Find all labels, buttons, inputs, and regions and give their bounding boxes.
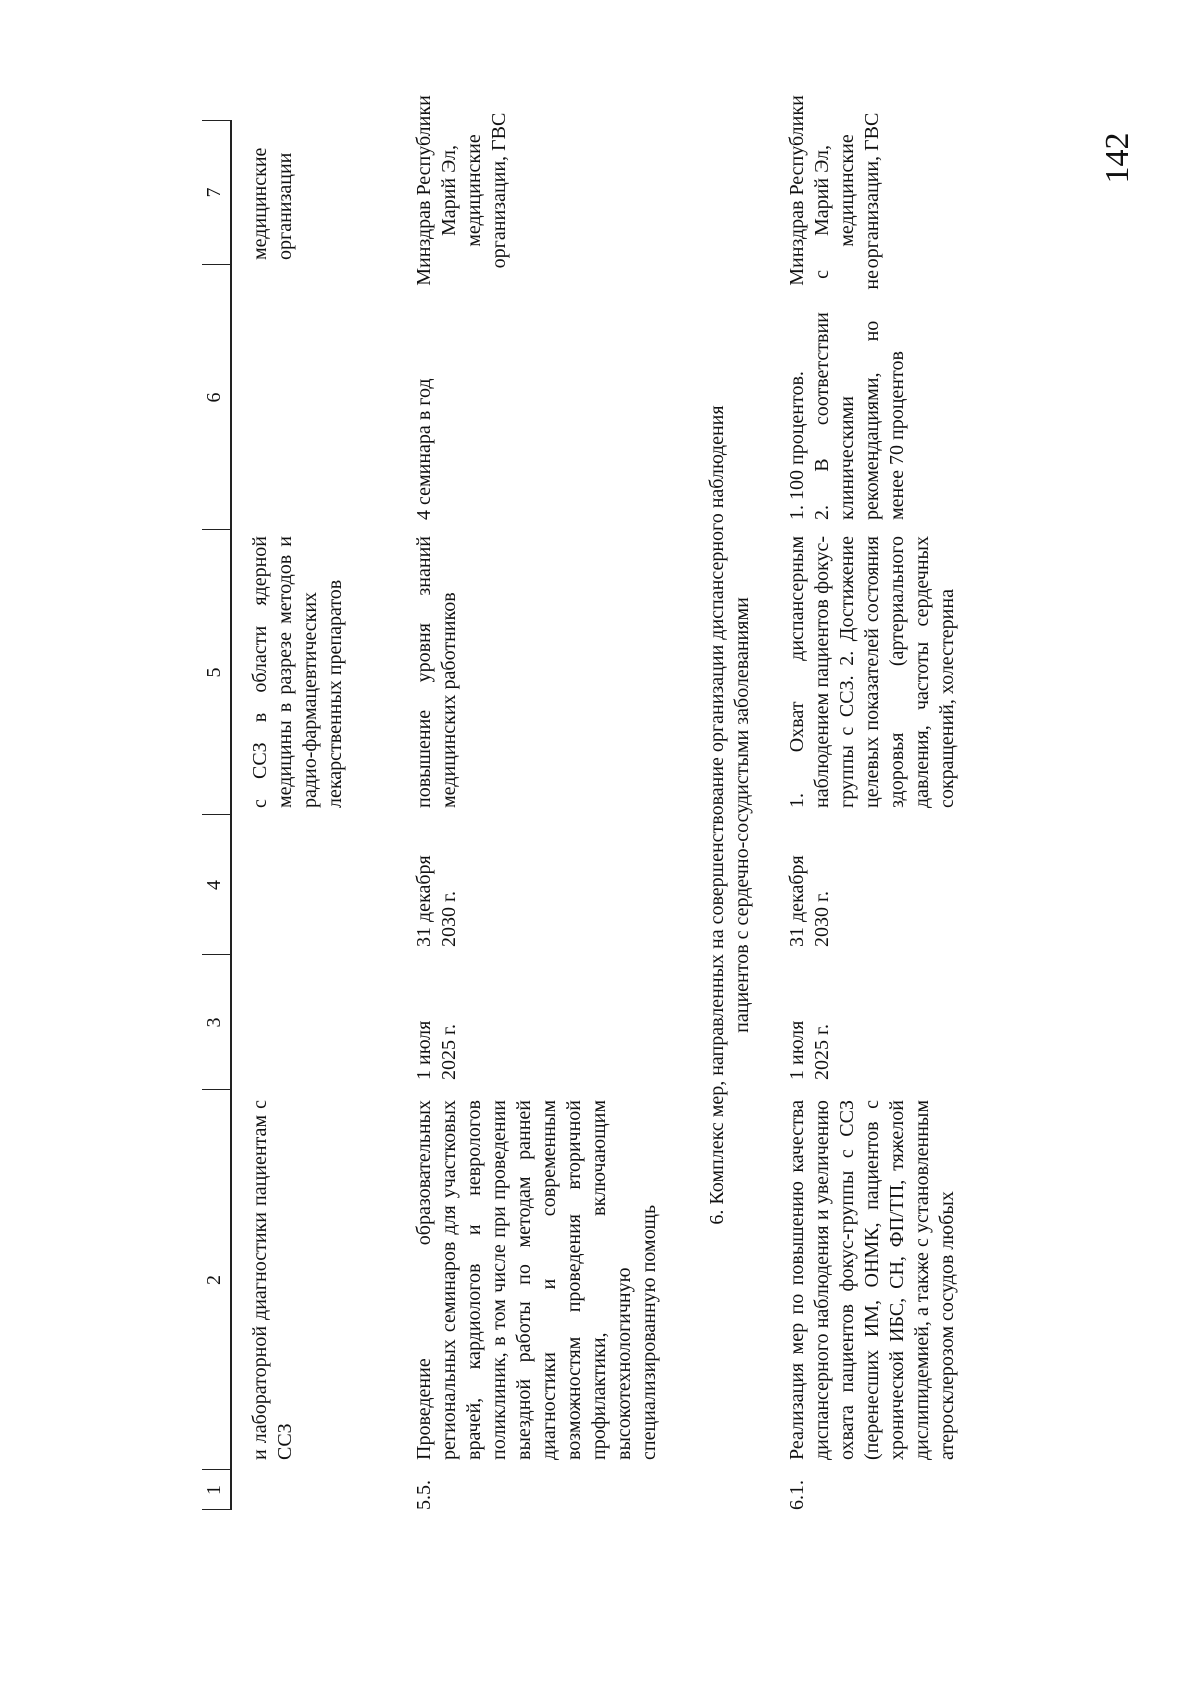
indicator-cell-2: 2. В соответствии с клиническими рекомендациями, но не менее 70 процентов	[811, 270, 908, 520]
col-header-7: 7	[203, 187, 225, 198]
result-cell: повышение уровня знаний медицинских работников	[413, 536, 460, 808]
start-date-cell: 1 июля 2025 г.	[413, 1020, 460, 1080]
measure-cell: и лабораторной диагностики пациентам с ССЗ	[249, 1100, 296, 1460]
col-header-3: 3	[203, 1017, 225, 1028]
col-header-6: 6	[203, 392, 225, 403]
col-header-2: 2	[203, 1275, 225, 1285]
end-date-cell: 31 декабря 2030 г.	[413, 855, 460, 947]
start-date-cell: 1 июля 2025 г.	[786, 1020, 833, 1080]
indicator-cell-1: 1. 100 процентов.	[786, 371, 808, 520]
row-number: 6.1.	[786, 1480, 808, 1510]
result-cell: 1. Охват диспансерным наблюдением пациентов фокус-группы с ССЗ. 2. Достижение целевых показателей состояния здоровья (артериального давления, частоты сердечных сокращений, холестерина	[786, 536, 958, 808]
indicator-cell: 4 семинара в год	[413, 378, 435, 520]
col-header-1: 1	[203, 1485, 225, 1495]
rotated-table-area	[200, 95, 1200, 1510]
responsible-cell: Минздрав Республики Марий Эл, медицинские организации, ГВС	[413, 95, 510, 286]
end-date-cell: 31 декабря 2030 г.	[786, 855, 833, 947]
measures-table	[200, 95, 958, 1510]
responsible-cell: медицинские организации	[249, 147, 296, 260]
measure-cell: Проведение образовательных региональных семинаров для участковых врачей, кардиологов и неврологов поликлиник, в том числе при проведении выездной работы по методам ранней диагностики и современным возможностям проведения вторичной профилактики, включающим высокотехнологичную специализированную помощь	[413, 1100, 660, 1460]
col-header-5: 5	[203, 667, 225, 678]
responsible-cell: Минздрав Республики Марий Эл, медицинские организации, ГВС	[786, 95, 883, 286]
section-heading: 6. Комплекс мер, направленных на совершенствование организации диспансерного наблюдения	[706, 405, 728, 1225]
table-header	[200, 120, 230, 1510]
result-cell: с ССЗ в области ядерной медицины в разрезе методов и радио-фармацевтических лекарственных препаратов	[249, 536, 346, 808]
page-number: 142	[1099, 132, 1136, 184]
measure-cell: Реализация мер по повышению качества диспансерного наблюдения и увеличению охвата пациентов фокус-группы с ССЗ (перенесших ИМ, ОНМК, пациентов с хронической ИБС, СН, ФП/ТП, тяжелой дислипидемией, а также с установленным атеросклерозом сосудов любых	[786, 1100, 958, 1460]
row-number: 5.5.	[413, 1480, 435, 1510]
col-header-4: 4	[203, 880, 225, 890]
section-heading-line2: пациентов с сердечно-сосудистыми заболеваниями	[731, 597, 753, 1033]
